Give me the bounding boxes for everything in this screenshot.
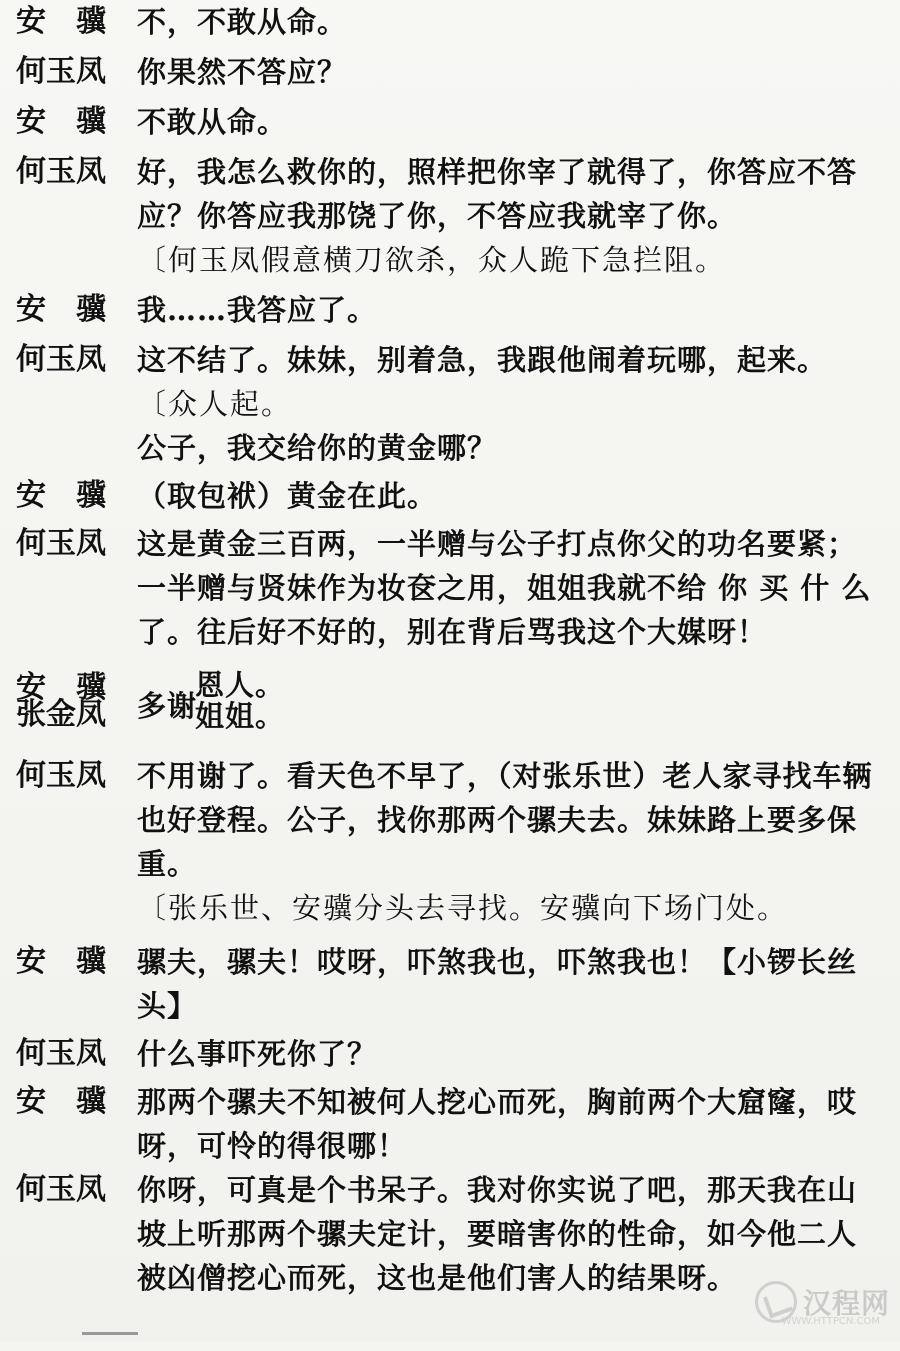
dialogue-line: 公子，我交给你的黄金哪？: [137, 431, 498, 465]
speaker-name: 安 骥: [16, 944, 106, 979]
site-watermark: [728, 1275, 890, 1329]
dialogue-line: 这是黄金三百两，一半赠与公子打点你父的功名要紧；: [137, 527, 858, 561]
dialogue-line: 多谢: [137, 689, 198, 723]
dialogue-lines: [137, 150, 883, 282]
speaker-name: 何玉凤: [16, 1172, 106, 1207]
stage-direction: 〔张乐世、安骥分头去寻找。安骥向下场门处。: [137, 891, 789, 925]
dialogue-line: 这不结了。妹妹，别着急，我跟他闹着玩哪，起来。: [137, 343, 828, 377]
dialogue-line: 姐姐。: [195, 699, 286, 733]
speaker-name: 何玉凤: [16, 154, 106, 189]
dialogue-lines: [137, 668, 883, 738]
dialogue-line: 重。: [137, 847, 198, 881]
dialogue-lines: [137, 1080, 883, 1168]
dialogue-line: 好，我怎么救你的，照样把你宰了就得了，你答应不答: [137, 155, 858, 189]
dialogue-line: 不敢从命。: [137, 105, 288, 139]
dialogue-line: 什么事吓死你了？: [137, 1037, 378, 1071]
dialogue-line: 我……我答应了。: [137, 293, 378, 327]
dialogue-line: 恩人。: [195, 668, 286, 702]
speaker-name: 何玉凤: [16, 526, 106, 561]
dialogue-line: 也好登程。公子，找你那两个骡夫去。妹妹路上要多保: [137, 803, 858, 837]
dialogue-line: 骡夫，骡夫！哎呀，吓煞我也，吓煞我也！【小锣长丝: [137, 945, 858, 979]
dialogue-line: 不，不敢从命。: [137, 5, 348, 39]
dialogue-line: 你果然不答应？: [137, 55, 348, 89]
speaker-name: 安 骥: [16, 478, 106, 513]
dialogue-line: 了。往后好不好的，别在背后骂我这个大媒呀！: [137, 615, 768, 649]
dialogue-line: 头】: [137, 989, 198, 1023]
speaker-name: 安 骥: [16, 670, 106, 705]
dialogue-lines: [137, 100, 883, 144]
speaker-name: 张金凤: [16, 697, 106, 732]
dialogue-line: 那两个骡夫不知被何人挖心而死，胸前两个大窟窿，哎: [137, 1085, 858, 1119]
dialogue-lines: [137, 288, 883, 332]
stage-direction: 〔何玉凤假意横刀欲杀，众人跪下急拦阻。: [137, 243, 727, 277]
speaker-name: 何玉凤: [16, 342, 106, 377]
speaker-name: 何玉凤: [16, 54, 106, 89]
dialogue-lines: [137, 754, 883, 930]
dialogue-lines: [137, 474, 883, 518]
dialogue-line: 呀，可怜的得很哪！: [137, 1129, 408, 1163]
dialogue-line: 被凶僧挖心而死，这也是他们害人的结果呀。: [137, 1261, 738, 1295]
dialogue-lines: [137, 0, 883, 44]
speaker-name: 安 骥: [16, 1084, 106, 1119]
stage-direction: 〔众人起。: [137, 387, 293, 421]
speaker-name: 安 骥: [16, 292, 106, 327]
dialogue-lines: [137, 940, 883, 1028]
speaker-name: 何玉凤: [16, 1036, 106, 1071]
page-number-fragment: [82, 1332, 138, 1351]
dialogue-lines: [137, 50, 883, 94]
dialogue-lines: [137, 522, 883, 654]
speaker-name: 安 骥: [16, 4, 106, 39]
speaker-name: 何玉凤: [16, 758, 106, 793]
dialogue-line: 坡上听那两个骡夫定计，要暗害你的性命，如今他二人: [137, 1217, 858, 1251]
dialogue-lines: [137, 1032, 883, 1076]
watermark-text: 汉程网: [802, 1287, 890, 1320]
dialogue-line: （取包袱）黄金在此。: [137, 479, 438, 513]
speaker-name: 安 骥: [16, 104, 106, 139]
watermark-url: WWW.HTTPCN.COM: [781, 1316, 880, 1327]
dialogue-line: 你呀，可真是个书呆子。我对你实说了吧，那天我在山: [137, 1173, 858, 1207]
dialogue-line: 一半赠与贤妹作为妆奁之用，姐姐我就不给 你 买 什 么: [137, 571, 872, 605]
dialogue-line: 不用谢了。看天色不早了，（对张乐世）老人家寻找车辆: [137, 759, 873, 793]
dialogue-lines: [137, 338, 883, 470]
dialogue-line: 应？你答应我那饶了你，不答应我就宰了你。: [137, 199, 738, 233]
